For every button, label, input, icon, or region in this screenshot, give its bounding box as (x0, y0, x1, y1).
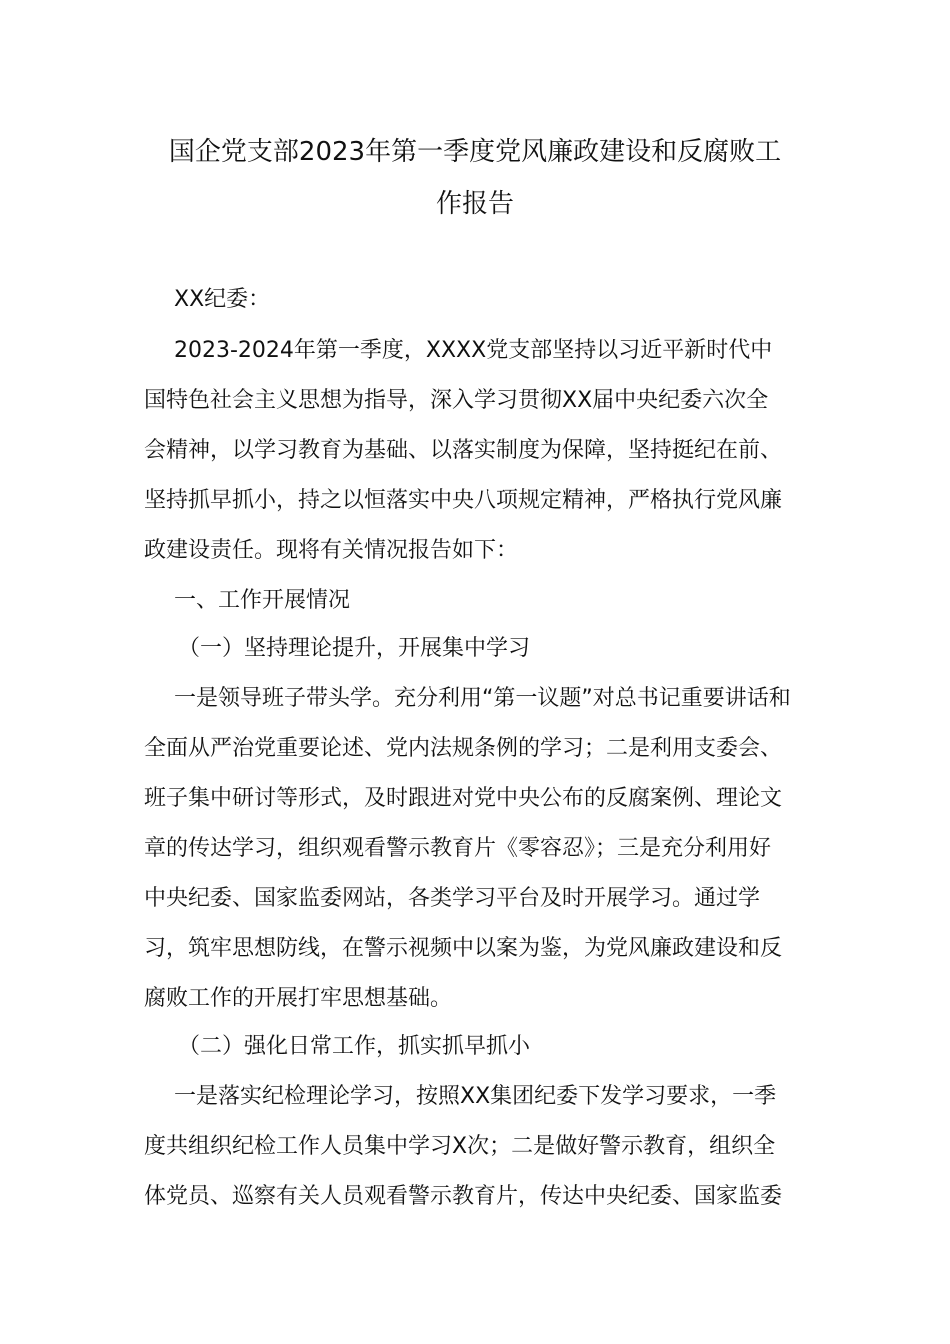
paragraph-1-line: 政建设责任。现将有关情况报告如下： (144, 538, 519, 563)
paragraph-1-line: 坚持抓早抓小，持之以恒落实中央八项规定精神，严格执行党风廉 (144, 488, 783, 513)
section-heading-1: 一、工作开展情况 (174, 588, 351, 613)
paragraph-2-line: 班子集中研讨等形式，及时跟进对党中央公布的反腐案例、理论文 (144, 786, 783, 811)
paragraph-2-line: 一是领导班子带头学。充分利用“第一议题”对总书记重要讲话和 (174, 686, 791, 711)
subsection-heading-2: （二）强化日常工作，抓实抓早抓小 (178, 1034, 531, 1059)
paragraph-2-line: 腐败工作的开展打牢思想基础。 (144, 986, 453, 1011)
paragraph-2-line: 习，筑牢思想防线，在警示视频中以案为鉴，为党风廉政建设和反 (144, 936, 783, 961)
document-title (140, 126, 810, 230)
paragraph-3-line: 一是落实纪检理论学习，按照XX集团纪委下发学习要求，一季 (174, 1084, 777, 1109)
title-line-2: 作报告 (435, 189, 514, 219)
salutation: XX纪委： (174, 287, 271, 312)
paragraph-3-line: 度共组织纪检工作人员集中学习X次；二是做好警示教育，组织全 (144, 1134, 776, 1159)
paragraph-2-line: 章的传达学习，组织观看警示教育片《零容忍》；三是充分利用好 (144, 836, 772, 861)
paragraph-2-line: 全面从严治党重要论述、党内法规条例的学习；二是利用支委会、 (144, 736, 783, 761)
paragraph-2-line: 中央纪委、国家监委网站，各类学习平台及时开展学习。通过学 (144, 886, 761, 911)
paragraph-1-line: 会精神，以学习教育为基础、以落实制度为保障，坚持挺纪在前、 (144, 438, 783, 463)
paragraph-1-line: 2023-2024年第一季度，XXXX党支部坚持以习近平新时代中 (174, 338, 773, 363)
paragraph-3-line: 体党员、巡察有关人员观看警示教育片，传达中央纪委、国家监委 (144, 1184, 783, 1209)
title-line-1: 国企党支部2023年第一季度党风廉政建设和反腐败工 (168, 137, 782, 167)
paragraph-1-line: 国特色社会主义思想为指导，深入学习贯彻XX届中央纪委六次全 (144, 388, 769, 413)
subsection-heading-1: （一）坚持理论提升，开展集中学习 (178, 636, 531, 661)
